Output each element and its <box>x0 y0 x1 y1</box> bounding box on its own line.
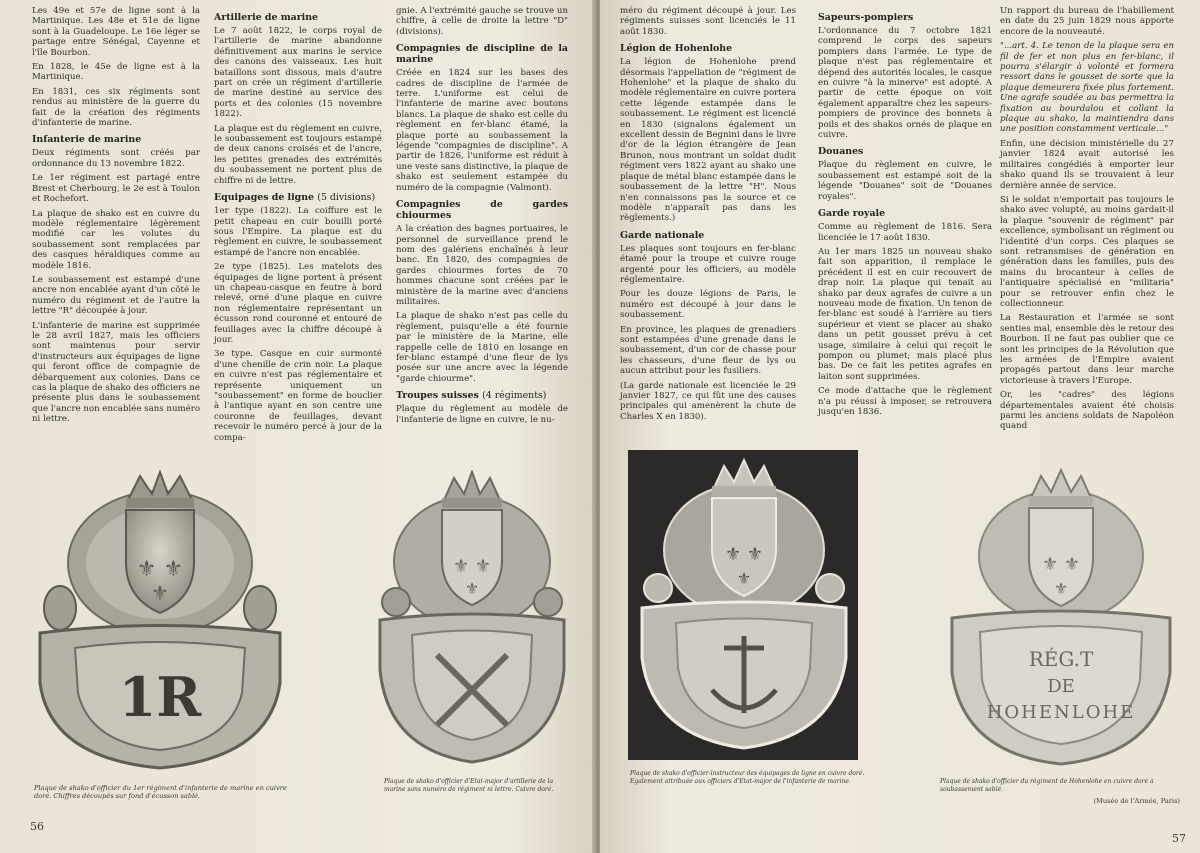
paragraph: En 1831, ces six régiments sont rendus au ministère de la guerre du fait de la création des régiments d'infanterie de marine. <box>32 86 200 129</box>
paragraph: Le soubassement est estampé d'une ancre non encablée ayant d'un côté le numéro du régiment et de l'autre la lettre "R" découpée à jour. <box>32 274 200 317</box>
caption-4-credit: (Musée de l'Armée, Paris) <box>1093 797 1180 805</box>
paragraph: Les plaques sont toujours en fer-blanc étamé pour la troupe et cuivre rouge argenté pour les officiers, au modèle réglementaire. <box>620 243 796 285</box>
paragraph: L'ordonnance du 7 octobre 1821 comprend le corps des sapeurs pompiers dans l'armée. Le type de plaque n'est pas réglementaire et dépend des autorités locales, le casque en cuivre "à la minerve" est adopté. A partir de cette époque on voit également apparaître chez les sapeurs-pompiers de province des bonnets à poils et des shakos ornés de plaque en cuivre. <box>818 26 992 141</box>
paragraph: Enfin, une décision ministérielle du 27 janvier 1824 avait autorisé les militaires congédiés à emporter leur shako quand ils se trouvaient à leur dernière année de service. <box>1000 138 1174 191</box>
svg-text:⚜ ⚜: ⚜ ⚜ <box>725 544 763 565</box>
left-column-3 <box>396 6 568 429</box>
section-heading: Légion de Hohenlohe <box>620 43 733 55</box>
paragraph: Le 7 août 1822, le corps royal de l'artillerie de marine abandonne définitivement aux marins le service des canons des vaisseaux. Les huit bataillons sont dissous, mais d'autre part on crée un régiment d'artillerie de marine destiné au service des ports et des colonies (15 novembre 1822). <box>214 26 382 120</box>
quotation: "...art. 4. Le tenon de la plaque sera en fil de fer et non plus en fer-blanc, il pourra s'élargir à volonté et formera ressort dans le gousset de sorte que la plaque demeurera fixée plus fortement. Une agrafe soudée au bas permettra la fixation au bourdalou et collant la plaque au shako, la maintiendra dans une position constamment verticale..." <box>1000 41 1174 135</box>
right-column-3 <box>1000 6 1174 436</box>
svg-text:⚜: ⚜ <box>151 581 169 605</box>
section-heading: Compagnies de gardes chiourmes <box>396 199 568 222</box>
paragraph: Au 1er mars 1825 un nouveau shako fait son apparition, il remplace le précédent il est en cuir recouvert de drap noir. La plaque qui tenait au shako par deux agrafes de cuivre a un nouveau mode de fixation. Un tenon de fer-blanc est soudé à l'arrière au tiers supérieur et vient se placer au shako dans un petit gousset prévu à cet usage, similaire à celui qui reçoit le pompon ou plumet; mais placé plus bas. De ce fait les petites agrafes en laiton sont supprimées. <box>818 246 992 382</box>
paragraph: La plaque de shako est en cuivre du modèle réglementaire légèrement modifié car les volutes du soubassement sont remplacées par des casques héraldiques comme au modèle 1816. <box>32 208 200 271</box>
paragraph: L'infanterie de marine est supprimée le 28 avril 1827, mais les officiers sont maintenus pour servir d'instructeurs aux équipages de ligne qui feront office de compagnie de débarquement aux colonies. Dans ce cas la plaque de shako des officiers ne présente plus dans le soubassement que l'ancre non encablée sans numéro ni lettre. <box>32 320 200 425</box>
paragraph: Un rapport du bureau de l'habillement en date du 25 juin 1829 nous apporte encore de la nouveauté. <box>1000 6 1174 37</box>
caption-4: Plaque de shako d'officier du régiment de Hohenlohe en cuivre doré à soubassement sablé. <box>940 778 1154 793</box>
paragraph: Si le soldat n'emportait pas toujours le shako avec volupté, au moins gardait-il la plaque "souvenir de régiment" par excellence, symbolisant un régiment ou l'identité d'un corps. Ces plaques se sont retransmises de génération en génération dans les familles, puis des mains du brocanteur à celles de l'antiquaire spécialisé en "militaria" pour se retrouver enfin chez le collectionneur. <box>1000 194 1174 309</box>
paragraph: En province, les plaques de grenadiers sont estampées d'une grenade dans le soubassement, d'un cor de chasse pour les chasseurs, d'une fleur de lys ou aucun attribut pour les fusiliers. <box>620 324 796 377</box>
section-heading: Sapeurs-pompiers <box>818 12 914 23</box>
paragraph: Créée en 1824 sur les bases des cadres de discipline de l'armée de terre. L'uniforme est celui de l'infanterie de marine avec boutons blancs. La plaque de shako est celle du règlement en fer-blanc étamé, la plaque porte au soubassement la légende "compagnies de discipline". A partir de 1826, l'uniforme est réduit à une veste sans distinctive, la plaque de shako est seulement estampée du numéro de la compagnie (Valmont). <box>396 68 568 193</box>
caption-1: Plaque de shako d'officier du 1er régiment d'infanterie de marine en cuivre doré. Chiffres découpés sur fond d'écusson sablé. <box>34 784 287 800</box>
paragraph: La plaque est du règlement en cuivre, le soubassement est toujours estampé de deux canons croisés et de l'ancre, les petites grenades des extrémités du soubassement ne portent plus de chiffre ni de lettre. <box>214 123 382 186</box>
section-heading: Garde nationale <box>620 229 705 241</box>
section-heading: Troupes suisses (4 régiments) <box>396 390 547 402</box>
section-heading: Equipages de ligne (5 divisions) <box>214 192 376 204</box>
paragraph: 1er type (1822). La coiffure est le petit chapeau en cuir bouilli porté sous l'Empire. La plaque est du règlement en cuivre, le soubassement estampé de l'ancre non encablée. <box>214 206 382 258</box>
caption-2: Plaque de shako d'officier d'Etat-major d'artillerie de la marine sans numéro de régiment ni lettre. Cuivre doré. <box>384 778 554 793</box>
plate-4-line-3: HOHENLOHE <box>986 702 1136 723</box>
shako-plate-image-3 <box>634 458 854 758</box>
paragraph: gnie. A l'extrémité gauche se trouve un chiffre, à celle de droite la lettre "D" (divisions). <box>396 6 568 37</box>
paragraph: méro du régiment découpé à jour. Les régiments suisses sont licenciés le 11 août 1830. <box>620 6 796 37</box>
section-heading: Douanes <box>818 146 864 158</box>
section-heading: Artillerie de marine <box>214 12 318 23</box>
paragraph: En 1828, le 45e de ligne est à la Martinique. <box>32 62 200 83</box>
paragraph: Les 49e et 57e de ligne sont à la Martinique. Les 48e et 51e de ligne sont à la Guadeloupe. Le 16e léger se partage entre Sénégal, Cayenne et l'île Bourbon. <box>32 6 200 58</box>
paragraph: Plaque du règlement en cuivre, le soubassement est estampé soit de la légende "Douanes" soit de "Douanes royales". <box>818 160 992 202</box>
caption-3: Plaque de shako d'officier-instructeur des équipages de ligne en cuivre doré. Egalement attribuée aux officiers d'Etat-major de l'infanterie de marine. <box>630 770 865 785</box>
paragraph: Ce mode d'attache que le règlement n'a pu réussi à imposer, se retrouvera jusqu'en 1836. <box>818 386 992 417</box>
page-number-left: 56 <box>30 820 44 833</box>
section-heading: Garde royale <box>818 208 886 220</box>
left-column-1 <box>32 6 200 429</box>
right-column-2 <box>818 6 992 421</box>
paragraph: Le 1er régiment est partagé entre Brest et Cherbourg, le 2e est à Toulon et Rochefort. <box>32 173 200 205</box>
paragraph: La Restauration et l'armée se sont senties mal, ensemble dès le retour des Bourbon. Il ne faut pas oublier que ce sont les principes de la Révolution que les armées de l'Empire avaient propagés partout dans leur marche victorieuse à travers l'Europe. <box>1000 313 1174 386</box>
page-number-right: 57 <box>1172 832 1186 845</box>
shako-plate-image-4 <box>946 468 1176 768</box>
paragraph: A la création des bagnes portuaires, le personnel de surveillance prend le nom des galériens enchaînés à leur banc. En 1820, des compagnies de gardes chiourmes fortes de 70 hommes chacune sont créées par le ministère de la marine avec d'anciens militaires. <box>396 224 568 307</box>
svg-text:⚜ ⚜: ⚜ ⚜ <box>453 556 491 577</box>
shako-plate-image-1 <box>30 468 290 773</box>
plate-4-line-1: RÉG.T <box>1028 647 1094 671</box>
svg-text:⚜ ⚜: ⚜ ⚜ <box>1042 554 1080 575</box>
paragraph: La légion de Hohenlohe prend désormais l'appellation de "régiment de Hohenlohe" et la plaque de shako du modèle réglementaire en cuivre portera cette légende estampée dans le soubassement. Le régiment est licencié en 1830 (signalons également un excellent dessin de Begnini dans le livre d'or de la légion étrangère de Jean Brunon, nous montrant un soldat dudit régiment vers 1822 ayant au shako une plaque de métal blanc estampée dans le soubassement de la lettre "H". Nous n'en connaissons pas la source et ce modèle n'apparaît pas dans les règlements.) <box>620 57 796 224</box>
plate-4-line-2: DE <box>1047 676 1075 697</box>
paragraph: (La garde nationale est licenciée le 29 janvier 1827, ce qui fût une des causes principales qui amenèrent la chute de Charles X en 1830). <box>620 380 796 422</box>
left-column-2 <box>214 6 382 447</box>
svg-text:⚜ ⚜: ⚜ ⚜ <box>136 557 184 582</box>
paragraph: La plaque de shako n'est pas celle du règlement, puisqu'elle a été fournie par le ministère de la Marine, elle rappelle celle de 1810 en losange en fer-blanc estampé d'une fleur de lys posée sur une ancre avec la légende "garde chiourme". <box>396 311 568 384</box>
paragraph: 2e type (1825). Les matelots des équipages de ligne portent à présent un chapeau-casque en feutre à bord relevé, orné d'une plaque en cuivre non réglementaire représentant un écusson rond couronné et entouré de feuillages avec la chiffre découpé à jour. <box>214 262 382 345</box>
svg-text:⚜: ⚜ <box>464 579 480 598</box>
left-page <box>0 0 596 853</box>
paragraph: Plaque du règlement au modèle de l'infanterie de ligne en cuivre, le nu- <box>396 404 568 425</box>
section-heading: Compagnies de discipline de la marine <box>396 43 568 66</box>
svg-text:⚜: ⚜ <box>1053 579 1069 598</box>
paragraph: Comme au règlement de 1816. Sera licenciée le 17 août 1830. <box>818 222 992 243</box>
plate-1-lettering: 1R <box>118 665 202 729</box>
svg-text:⚜: ⚜ <box>736 569 752 588</box>
paragraph: Pour les douze légions de Paris, le numéro est découpé à jour dans le soubassement. <box>620 289 796 321</box>
right-column-1 <box>620 6 796 426</box>
section-heading: Infanterie de marine <box>32 134 142 146</box>
paragraph: Or, les "cadres" des légions départementales avaient été choisis parmi les anciens soldats de Napoléon quand <box>1000 390 1174 432</box>
paragraph: 3e type. Casque en cuir surmonté d'une chenille de crin noir. La plaque en cuivre n'est pas réglementaire et représente uniquement un "soubassement" en forme de bouclier à l'antique ayant en son centre une couronne de feuillages, devant recevoir le numéro percé à jour de la compa- <box>214 349 382 443</box>
shako-plate-image-2 <box>372 470 572 770</box>
right-page <box>600 0 1200 853</box>
paragraph: Deux régiments sont créés par ordonnance du 13 novembre 1822. <box>32 148 200 169</box>
